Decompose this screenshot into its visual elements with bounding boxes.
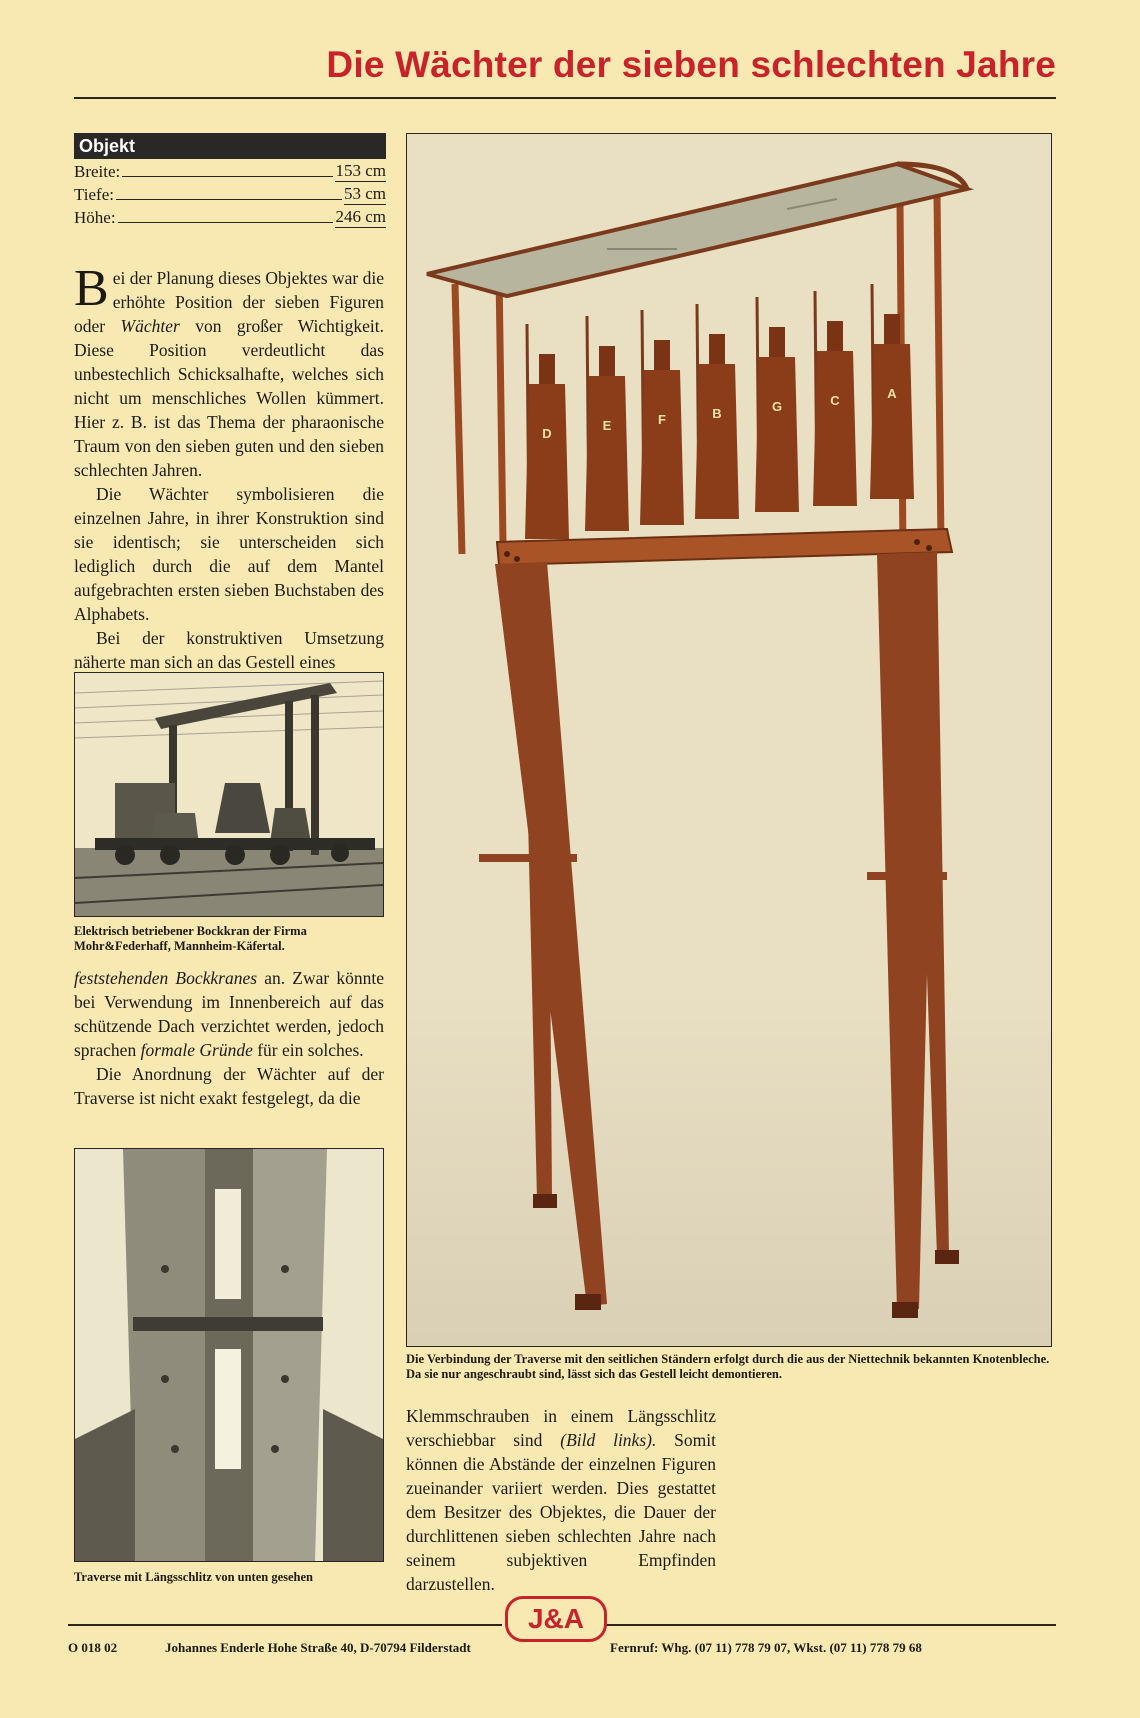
spec-label: Höhe: [74,208,116,227]
spec-value: 153 cm [335,161,386,180]
paragraph: Klemmschrauben in einem Längsschlitz verschiebbar sind (Bild links). Somit können die Abstände der einzelnen Figuren zueinander variiert werden. Dies gestattet dem Besitzer des Objektes, die Dauer der durchlittenen sieben schlechten Jahre nach seinem subjektiven Empfinden darzustellen. [406,1406,716,1594]
beam-image [75,1149,383,1561]
figure-letter: G [771,399,783,414]
figure-letter: E [602,418,612,433]
spec-leader [116,199,342,200]
spec-row-depth [74,182,386,205]
main-caption: Die Verbindung der Traverse mit den seitlichen Ständern erfolgt durch die aus der Niettechnik bekannten Knotenbleche. Da sie nur angeschraubt sind, lässt sich das Gestell leicht demontieren. [406,1352,1050,1381]
beam-caption: Traverse mit Längsschlitz von unten gesehen [74,1570,313,1584]
figure-letter: D [542,426,552,441]
specs-heading: Objekt [74,133,386,159]
main-photo [406,133,1052,1347]
figure-letter: F [658,412,666,427]
header-rule [74,97,1056,99]
spec-leader [122,176,333,177]
spec-value: 246 cm [335,207,386,226]
spec-row-height [74,205,386,228]
figure-letter: A [887,386,897,401]
paragraph: Die Wächter symbolisieren die einzelnen Jahre, in ihrer Konstruktion sind sie identisch; sie unterscheiden sich lediglich durch die auf dem Mantel aufgebrachten ersten sieben Buchstaben des Alphabets. [74,484,384,624]
object-specs [74,133,386,228]
spec-label: Breite: [74,162,121,181]
footer-code: O 018 02 [68,1640,118,1655]
crane-caption: Elektrisch betriebener Bockkran der Firma Mohr&Federhaff, Mannheim-Käfertal. [74,924,307,953]
guardians-object-image [407,134,1051,1346]
footer-phone: Fernruf: Whg. (07 11) 778 79 07, Wkst. (07 11) 778 79 68 [610,1640,922,1655]
drop-cap: B [74,260,109,317]
paragraph: Bei der Planung dieses Objektes war die erhöhte Position der sieben Figuren oder Wächter von großer Wichtigkeit. Diese Position verdeutlicht das unbestechlich Schicksalhafte, welches sich nicht um menschliches Wollen kümmert. Hier z. B. ist das Thema der pharaonische Traum von den sieben guten und den sieben schlechten Jahren. [74,260,384,480]
ja-logo [505,1596,607,1642]
guardian-figures [525,284,914,539]
figure-letter: B [712,406,722,421]
figure-letter: C [830,393,840,408]
crane-image [75,673,383,916]
beam-photo [74,1148,384,1562]
footer-rule-left [68,1624,502,1626]
body-text-right [406,1404,716,1596]
footer-address: Johannes Enderle Hohe Straße 40, D-70794 Filderstadt [165,1640,471,1655]
paragraph: Die Anordnung der Wächter auf der Traverse ist nicht exakt festgelegt, da die [74,1064,384,1108]
logo-text: J&A [527,1603,584,1634]
body-text-top [74,260,384,674]
crane-photo [74,672,384,917]
paragraph: Bei der konstruktiven Umsetzung näherte man sich an das Gestell eines [74,628,384,672]
spec-label: Tiefe: [74,185,114,204]
spec-value: 53 cm [343,184,386,203]
footer-rule-right [604,1624,1056,1626]
spec-leader [118,222,334,223]
page-title: Die Wächter der sieben schlechten Jahre [326,44,1056,85]
body-text-middle [74,966,384,1110]
paragraph: feststehenden Bockkranes an. Zwar könnte bei Verwendung im Innenbereich auf das schützende Dach verzichtet werden, jedoch sprachen formale Gründe für ein solches. [74,968,385,1060]
spec-row-width [74,159,386,182]
